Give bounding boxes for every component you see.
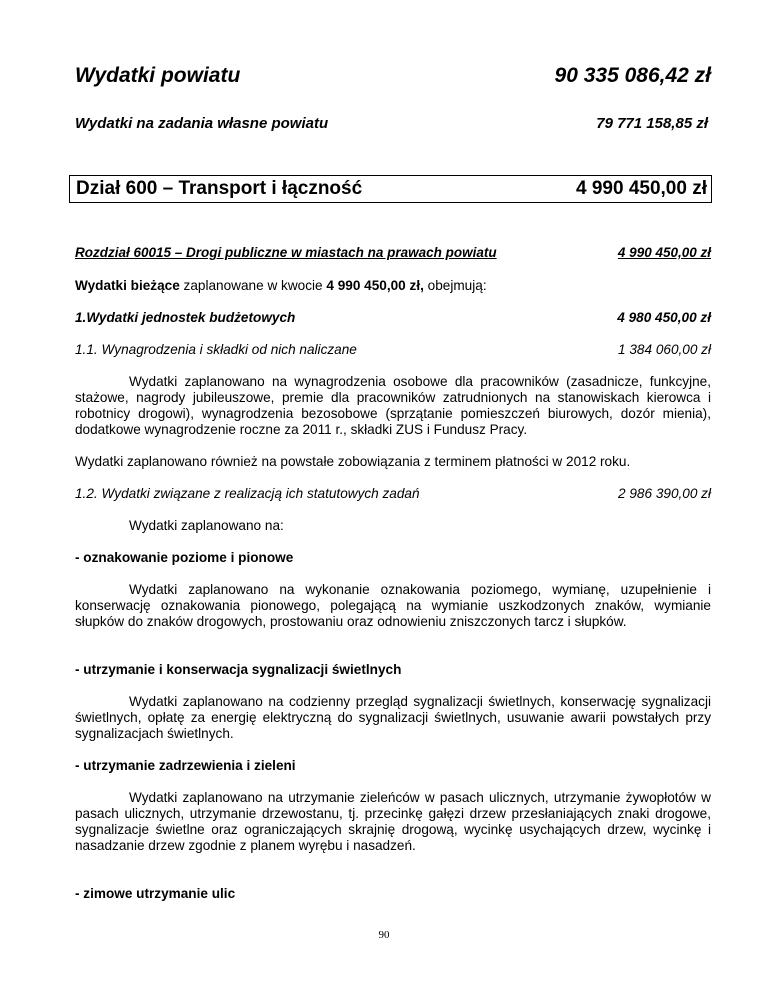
page-title: Wydatki powiatu [75, 64, 241, 87]
rozdzial-row [75, 245, 711, 260]
section1-row [75, 310, 711, 325]
section12-amount: 2 986 390,00 zł [618, 486, 711, 501]
biezace-text-end: obejmują: [423, 278, 487, 293]
rozdzial-amount: 4 990 450,00 zł [617, 245, 711, 260]
section12-label: 1.2. Wydatki związane z realizacją ich statutowych zadań [75, 486, 420, 501]
own-tasks-row [75, 115, 708, 132]
section11-amount: 1 384 060,00 zł [618, 342, 711, 357]
section11-paragraph: Wydatki zaplanowano na wynagrodzenia osobowe dla pracowników (zasadnicze, funkcyjne, stażowe, nagrody jubileuszowe, premie dla pracowników zatrudnionych na stanowiskach kierowca i robotnicy drogowi), wynagrodzenia bezosobowe (sprzątanie pomieszczeń biurowych, dozór mienia), dodatkowe wynagrodzenie roczne za 2011 r., składki ZUS i Fundusz Pracy. [75, 374, 711, 437]
section1-label: 1.Wydatki jednostek budżetowych [75, 310, 296, 325]
dzial-amount: 4 990 450,00 zł [576, 178, 707, 199]
biezace-text-mid: zaplanowane w kwocie [179, 278, 327, 293]
item-heading-zimowe: - zimowe utrzymanie ulic [75, 886, 236, 901]
item-heading-zadrzewienie: - utrzymanie zadrzewienia i zieleni [75, 758, 296, 773]
section11-label: 1.1. Wynagrodzenia i składki od nich naliczane [75, 342, 357, 357]
total-amount: 90 335 086,42 zł [554, 64, 711, 87]
biezace-bold: Wydatki bieżące [75, 278, 180, 293]
section1-amount: 4 980 450,00 zł [617, 310, 711, 325]
own-tasks-amount: 79 771 158,85 zł [596, 115, 708, 132]
item-text-zadrzewienie: Wydatki zaplanowano na utrzymanie zieleńców w pasach ulicznych, utrzymanie żywopłotów w pasach ulicznych, utrzymanie drzewostanu, tj. przecinkę gałęzi drzew przesłaniających znaki drogowe, sygnalizacje świetlne oraz ograniczających skrajnię drogową, wycinkę usychających drzew, wycinkę i nasadzanie drzew zgodnie z planem wyrębu i nasadzeń. [75, 790, 711, 853]
header-total-row [75, 64, 711, 88]
section11-row [75, 342, 711, 357]
item-text-oznakowanie: Wydatki zaplanowano na wykonanie oznakowania poziomego, wymianę, uzupełnienie i konserwację oznakowania pionowego, polegającą na wymianie uszkodzonych znaków, wymianie słupków do znaków drogowych, prostowaniu oraz odnowieniu zniszczonych tarcz i słupków. [75, 582, 711, 629]
biezace-amount: 4 990 450,00 zł, [326, 278, 424, 293]
own-tasks-label: Wydatki na zadania własne powiatu [75, 115, 329, 132]
section12-row [75, 486, 711, 501]
dzial-label: Dział 600 – Transport i łączność [76, 178, 363, 199]
dzial-box [69, 175, 712, 203]
biezace-line [75, 278, 487, 294]
item-heading-oznakowanie: - oznakowanie poziome i pionowe [75, 550, 294, 565]
item-text-sygnalizacja: Wydatki zaplanowano na codzienny przegląd sygnalizacji świetlnych, konserwację sygnalizacji świetlnych, opłatę za energię elektryczną do sygnalizacji świetlnych, usuwanie awarii powstałych przy sygnalizacjach świetlnych. [75, 694, 711, 741]
page-number: 90 [378, 929, 390, 941]
item-heading-sygnalizacja: - utrzymanie i konserwacja sygnalizacji świetlnych [75, 662, 402, 677]
section11-paragraph2: Wydatki zaplanowano również na powstałe zobowiązania z terminem płatności w 2012 roku. [75, 454, 631, 469]
rozdzial-label: Rozdział 60015 – Drogi publiczne w miastach na prawach powiatu [75, 245, 497, 260]
section12-intro: Wydatki zaplanowano na: [129, 518, 284, 533]
